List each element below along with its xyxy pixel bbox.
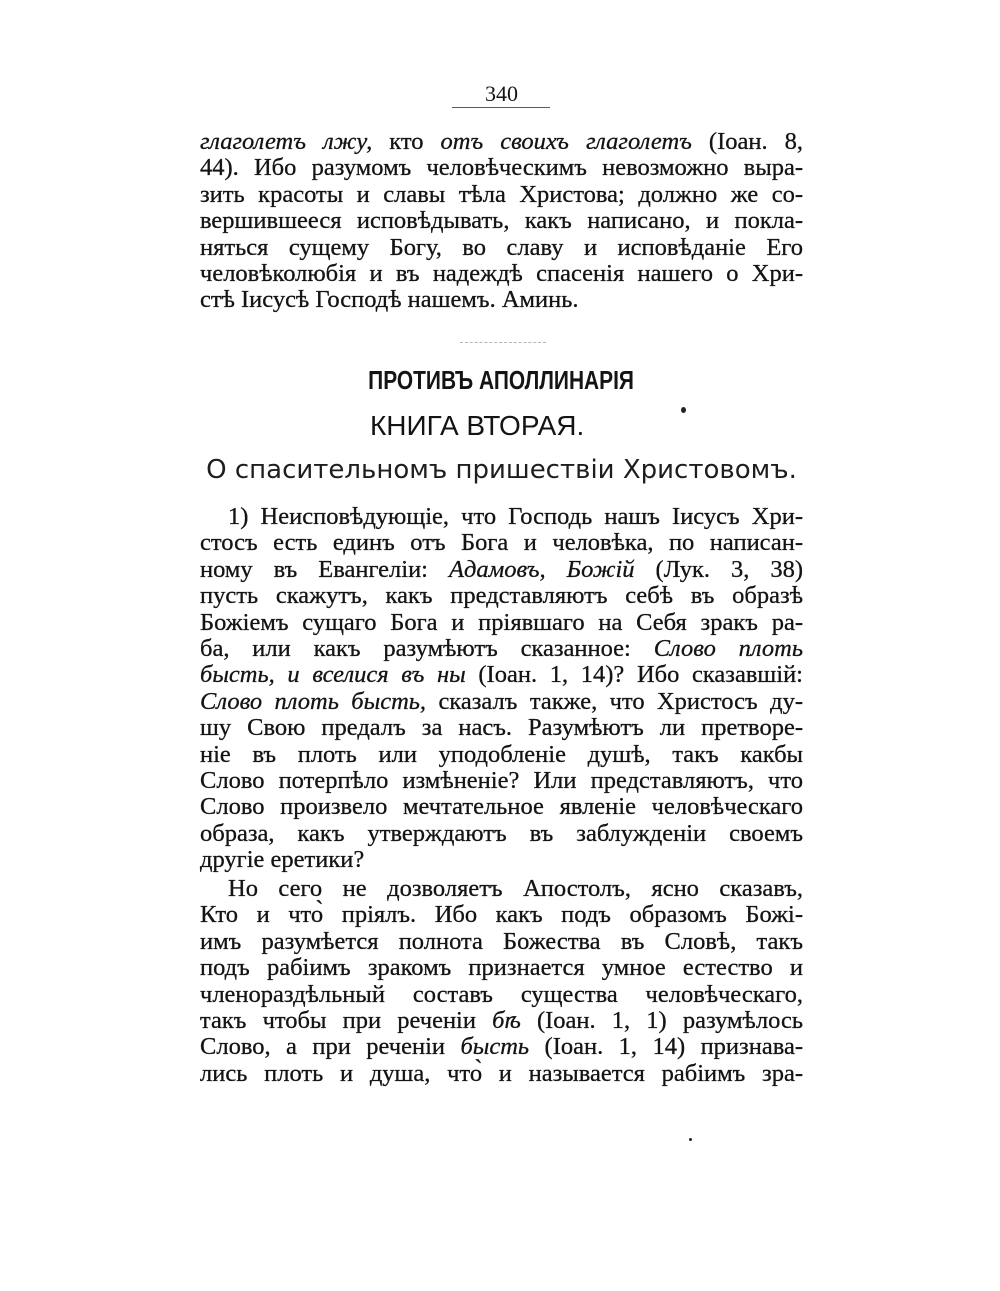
text-run: стосъ есть единъ отъ Бога и человѣка, по написан- (200, 529, 803, 557)
scan-speck (681, 407, 686, 413)
text-run: 44). Ибо разумомъ человѣческимъ невозможно выра- (200, 154, 803, 182)
text-line (200, 955, 803, 981)
text-run: сказалъ также, что Христосъ ду- (426, 687, 803, 715)
text-line (200, 1008, 803, 1034)
text-run: стѣ Іисусѣ Господѣ нашемъ. Аминь. (200, 286, 579, 314)
text-run: (Іоан. 1, 14)? Ибо сказавшій: (465, 661, 803, 689)
page-number-rule (452, 107, 550, 108)
scan-speck (689, 1138, 692, 1141)
text-line (200, 636, 803, 662)
italic-text: бысть, и вселися въ ны (200, 661, 466, 689)
text-line (200, 742, 803, 768)
text-line (200, 982, 803, 1008)
text-line (200, 530, 803, 556)
text-run: (Іоан. 1, 14) признава- (529, 1033, 803, 1061)
text-run: другіе еретики? (200, 846, 365, 874)
text-run: Божіемъ сущаго Бога и пріявшаго на Себя зракъ ра- (200, 608, 803, 636)
text-run: Слово потерпѣло измѣненіе? Или представляютъ, что (200, 767, 803, 795)
text-line (200, 208, 803, 234)
text-line (200, 821, 803, 847)
text-run: подъ рабіимъ зракомъ признается умное естество и (200, 954, 803, 982)
treatise-title (200, 366, 803, 396)
text-line (200, 715, 803, 741)
italic-text: Слово плоть бысть, (200, 687, 427, 715)
book-title: КНИГА ВТОРАЯ. (370, 410, 585, 441)
text-line (200, 929, 803, 955)
text-line (200, 768, 803, 794)
text-line (200, 1061, 803, 1087)
text-line (200, 182, 803, 208)
paragraph-1 (200, 504, 803, 874)
italic-text: бысть (460, 1033, 530, 1061)
italic-text: Адамовъ, Божій (448, 555, 635, 583)
text-line (200, 287, 803, 313)
text-run: ніе въ плоть или уподобленіе душѣ, такъ какбы (200, 740, 803, 768)
italic-text: Слово плоть (653, 635, 803, 663)
text-line (200, 902, 803, 928)
text-line (200, 1034, 803, 1060)
text-line (200, 876, 803, 902)
paragraph-2 (200, 876, 803, 1087)
text-run: членораздѣльный составъ существа человѣческаго, (200, 980, 803, 1008)
text-line (200, 662, 803, 688)
text-run: лись плоть и душа, что̀ и называется рабіимъ зра- (200, 1059, 803, 1087)
text-run: (Лук. 3, 38) (634, 555, 803, 583)
paragraph-continuation (200, 129, 803, 314)
text-run: ному въ Евангеліи: (200, 555, 449, 583)
section-divider (460, 342, 546, 343)
text-run: (Іоан. 8, (691, 128, 804, 155)
text-run: вершившееся исповѣдывать, какъ написано, и покла- (200, 207, 803, 235)
italic-text: бѣ (492, 1007, 521, 1035)
page-number: 340 (485, 81, 518, 106)
text-run: образа, какъ утверждаютъ въ заблужденіи своемъ (200, 819, 803, 847)
text-run: кто (372, 128, 441, 155)
text-run: няться сущему Богу, во славу и исповѣданіе Его (200, 233, 803, 261)
text-line (200, 261, 803, 287)
italic-text: отъ своихъ глаголетъ (440, 128, 692, 155)
text-line (200, 689, 803, 715)
text-run: ба, или какъ разумѣютъ сказанное: (200, 635, 654, 663)
text-run: 1) Неисповѣдующіе, что Господь нашъ Іисусъ Хри- (228, 503, 803, 530)
text-run: Но сего не дозволяетъ Апостолъ, ясно сказавъ, (228, 875, 803, 902)
text-run: (Іоан. 1, 1) разумѣлось (520, 1007, 803, 1035)
text-line (200, 155, 803, 181)
text-run: человѣколюбія и въ надеждѣ спасенія нашего о Хри- (200, 260, 803, 288)
text-run: пусть скажутъ, какъ представляютъ себѣ въ образѣ (200, 582, 803, 610)
text-line (200, 794, 803, 820)
text-line (200, 129, 803, 155)
text-run: зить красоты и славы тѣла Христова; должно же со- (200, 180, 803, 208)
text-line (200, 557, 803, 583)
text-line (200, 610, 803, 636)
chapter-title: О спасительномъ пришествіи Христовомъ. (206, 455, 797, 485)
italic-text: глаголетъ лжу, (200, 128, 373, 155)
text-line (200, 235, 803, 261)
text-run: Кто и что̀ пріялъ. Ибо какъ подъ образомъ Божі- (200, 901, 803, 929)
text-run: имъ разумѣется полнота Божества въ Словѣ, такъ (200, 927, 803, 955)
text-run: шу Свою предалъ за насъ. Разумѣютъ ли претворе- (200, 714, 803, 742)
text-line (200, 504, 803, 530)
text-line (200, 583, 803, 609)
text-run: Слово произвело мечтательное явленіе человѣческаго (200, 793, 803, 821)
text-run: Слово, а при реченіи (200, 1033, 461, 1061)
text-run: такъ чтобы при реченіи (200, 1007, 493, 1035)
treatise-title-text: ПРОТИВЪ АПОЛЛИНАРІЯ (368, 367, 635, 395)
text-line (200, 847, 803, 873)
